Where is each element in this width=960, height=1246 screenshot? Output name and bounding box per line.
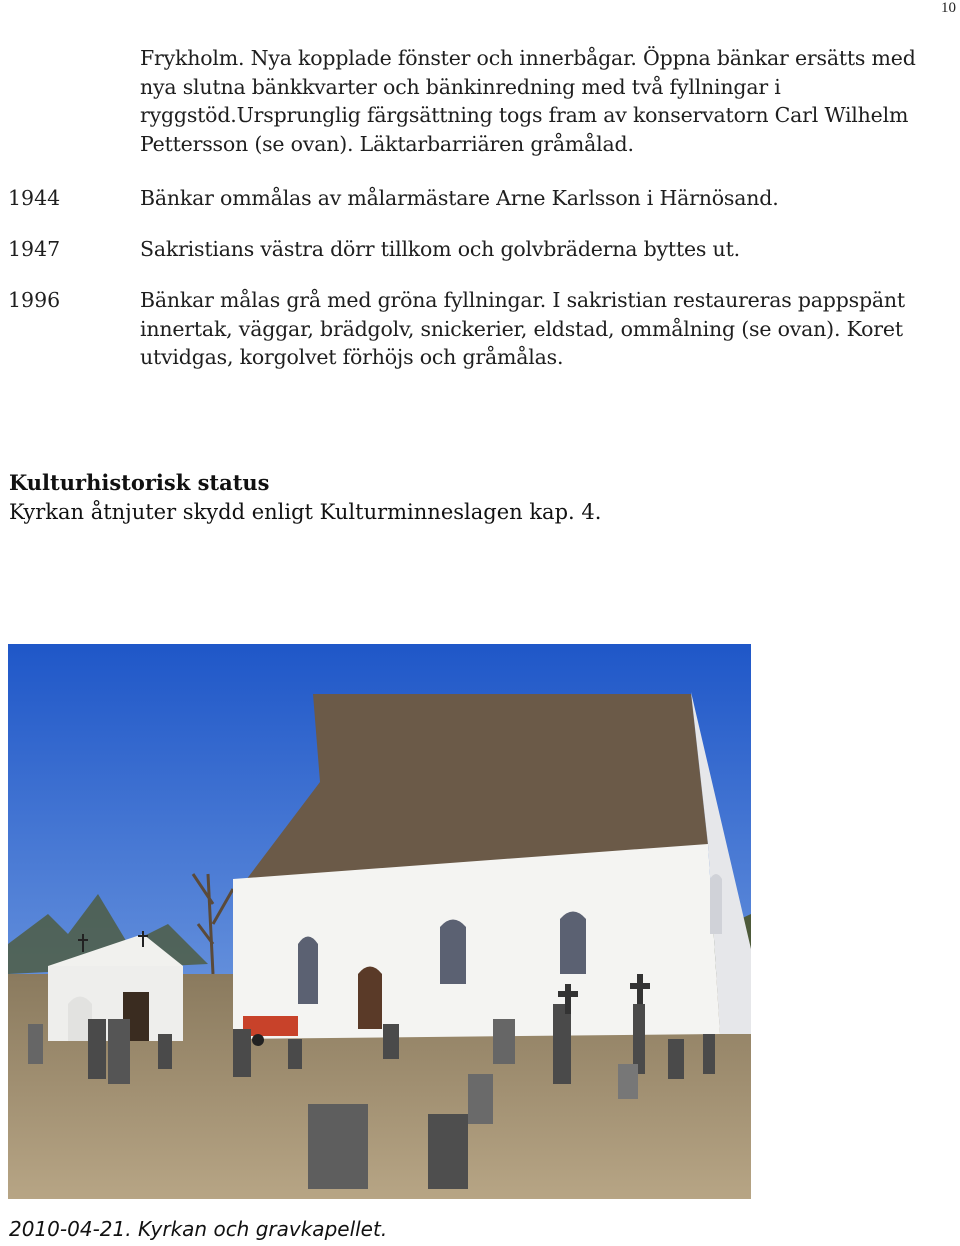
church-photo <box>8 644 751 1199</box>
intro-paragraph <box>140 44 955 158</box>
church-window <box>560 912 586 975</box>
page-number: 10 <box>941 0 956 16</box>
history-year-1996: 1996 <box>8 288 61 312</box>
history-year-1944: 1944 <box>8 186 61 210</box>
intro-line: nya slutna bänkkvarter och bänkinredning med två fyllningar i <box>140 74 781 99</box>
church-illustration <box>8 644 751 1199</box>
gable-window <box>710 874 722 934</box>
photo-caption: 2010-04-21. Kyrkan och gravkapellet. <box>9 1217 388 1241</box>
history-line: Bänkar ommålas av målarmästare Arne Karlsson i Härnösand. <box>140 186 779 210</box>
history-year-1947: 1947 <box>8 237 61 261</box>
trailer-wheel <box>252 1034 264 1046</box>
trailer <box>243 1016 298 1036</box>
intro-line: ryggstöd.Ursprunglig färgsättning togs fram av konservatorn Carl Wilhelm <box>140 103 909 127</box>
church-window <box>298 937 318 1005</box>
church-window <box>440 920 466 985</box>
history-entry-1944 <box>140 184 955 213</box>
history-line: innertak, väggar, brädgolv, snickerier, eldstad, ommålning (se ovan). Koret <box>140 316 903 341</box>
church-door <box>358 967 382 1030</box>
history-line: Bänkar målas grå med gröna fyllningar. I sakristian restaureras pappspänt <box>140 288 905 312</box>
history-line: utvidgas, korgolvet förhöjs och gråmålas. <box>140 345 564 369</box>
intro-line: Pettersson (se ovan). Läktarbarriären gråmålad. <box>140 131 634 156</box>
status-heading: Kulturhistorisk status <box>9 470 270 495</box>
intro-line: Frykholm. Nya kopplade fönster och innerbågar. Öppna bänkar ersätts med <box>140 46 916 70</box>
history-entry-1947 <box>140 235 955 264</box>
history-entry-1996 <box>140 286 955 372</box>
status-text: Kyrkan åtnjuter skydd enligt Kulturminneslagen kap. 4. <box>9 500 602 524</box>
history-line: Sakristians västra dörr tillkom och golvbräderna byttes ut. <box>140 237 740 261</box>
